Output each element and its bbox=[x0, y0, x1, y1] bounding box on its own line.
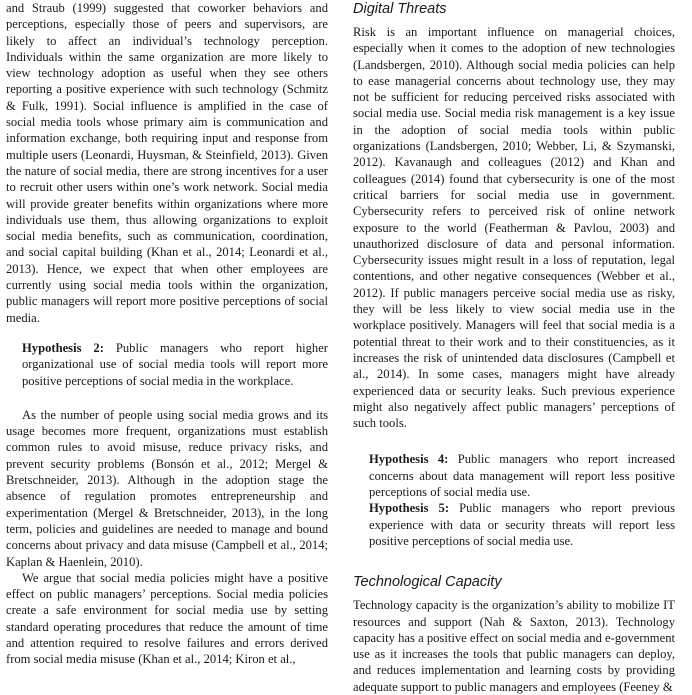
paragraph-social-media-policies: We argue that social media policies might have a positive effect on public managers’ perceptions. Social media policies create a safe environment for social media use by setting standard operating procedures that reduce the amount of time and attention required to resolve failures and errors derived from social media misuse (Khan et al., 2014; Kiron et al., bbox=[6, 570, 328, 667]
hypothesis-2 bbox=[6, 340, 328, 389]
heading-technological-capacity: Technological Capacity bbox=[353, 574, 502, 591]
hypothesis-5-text: Public managers who report previous experience with data or security threats will report less positive perceptions of social media use. bbox=[369, 501, 676, 548]
hypothesis-4-text: Public managers who report increased concerns about data management will report less positive perceptions of social media use. bbox=[369, 452, 675, 500]
heading-digital-threats: Digital Threats bbox=[353, 1, 447, 17]
hypothesis-5-label: Hypothesis 5: bbox=[369, 501, 450, 516]
paragraph-technological-capacity: Technology capacity is the organization’s ability to mobilize IT resources and support (Nah & Saxton, 2013). Technology capacity has a positive effect on social media and e-government use as it increases the tools that public managers can deploy, and reduces implementation and learning costs by providing adequate support to public managers and employees (Feeney & bbox=[353, 598, 675, 694]
hypothesis-2-text: Public managers who report higher organizational use of social media tools will report more positive perceptions of social media in the workplace. bbox=[22, 340, 328, 388]
paragraph-social-media-rules: As the number of people using social media grows and its usage becomes more frequent, organizations must establish common rules to avoid misuse, reduce privacy risks, and prevent security problems (Bonsón et al., 2012; Mergel & Bretschneider, 2013). Although in the adoption stage the absence of regulation promotes entrepreneurship and experimentation (Mergel & Bretschneider, 2013), in the long term, policies and guidelines are needed to manage and bound concerns about privacy and data misuse (Campbell et al., 2014; Kaplan & Haenlein, 2010). bbox=[6, 407, 328, 569]
right-column bbox=[353, 0, 675, 695]
spacer bbox=[6, 389, 328, 407]
paragraph-digital-threats: Risk is an important influence on managerial choices, especially when it comes to the adoption of new technologies (Landsbergen, 2010). Although social media policies can help to ease managerial concerns about technology use, they may not be sufficient for reducing perceived risks associated with social media use. Social media risk management is a key issue in the adoption of social media tools within public organizations (Landsbergen, 2010; Webber, Li, & Szymanski, 2012). Kavanaugh and colleagues (2012) and Khan and colleagues (2014) found that cybersecurity is one of the most critical barriers for social media use in government. Cybersecurity refers to perceived risk of online network exposure to the world (Featherman & Pavlou, 2003) and unauthorized disclosure of data and personal information. Cybersecurity issues might result in a loss of reputation, legal contentions, and other negative consequences (Webber et al., 2012). If public managers perceive social media use as risky, they will be less likely to view social media use in the workplace positively. Managers will feel that social media is a potential threat to their work and to their constituencies, as it increases the risk of unintended data disclosures (Campbell et al., 2014). In some cases, managers might have already experienced data or security leaks. Such previous experience might also negatively affect public managers’ perceptions of such tools. bbox=[353, 25, 675, 431]
hypothesis-4 bbox=[353, 451, 675, 500]
paragraph-social-influence: and Straub (1999) suggested that coworker behaviors and perceptions, especially those of peers and supervisors, are likely to affect an individual’s technology perception. Individuals within the same organization are more likely to view technology adoption as useful when they see others reporting a positive experience with such technology (Schmitz & Fulk, 1991). Social influence is amplified in the case of social media tools whose primary aim is communication and information exchange, both requiring input and response from multiple users (Leonardi, Huysman, & Steinfield, 2013). Given the nature of social media, there are strong incentives for a user to recruit other users within one’s work network. Social media will provide greater benefits within organizations where more individuals use them, thus allowing organizations to exploit social media benefits, such as communication, coordination, and social capital building (Khan et al., 2014; Leonardi et al., 2013). Hence, we expect that when other employees are currently using social media tools within the organization, public managers will report more positive perceptions of social media. bbox=[6, 1, 328, 325]
hypothesis-2-label: Hypothesis 2: bbox=[22, 340, 104, 355]
spacer bbox=[6, 326, 328, 340]
hypothesis-4-label: Hypothesis 4: bbox=[369, 452, 449, 467]
spacer bbox=[353, 431, 675, 451]
hypothesis-5 bbox=[353, 500, 675, 549]
left-column bbox=[6, 0, 328, 668]
